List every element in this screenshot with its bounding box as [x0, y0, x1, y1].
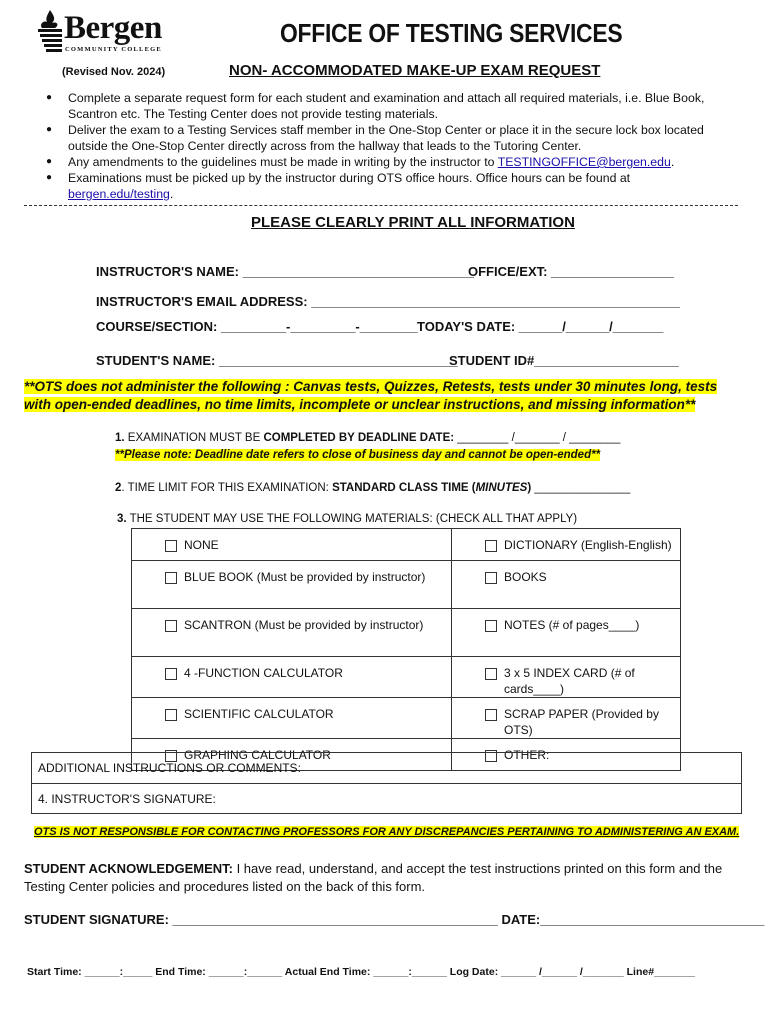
instructions-list: [30, 90, 730, 202]
table-row: [132, 698, 681, 739]
list-item: ● Examinations must be picked up by the instructor during OTS office hours. Office hours can be found at bergen.edu/testing.: [30, 170, 730, 202]
form-subtitle: NON- ACCOMMODATED MAKE-UP EXAM REQUEST: [229, 62, 601, 79]
student-acknowledgement: STUDENT ACKNOWLEDGEMENT: I have read, understand, and accept the test instructions printed on this form and the Testing Center policies and procedures listed on the back of this form.: [24, 861, 723, 894]
table-row: [132, 657, 681, 698]
comments-signature-boxes: [31, 752, 742, 814]
checkbox[interactable]: [485, 668, 497, 680]
instructor-name-field[interactable]: INSTRUCTOR'S NAME: ________________________________: [96, 264, 474, 279]
revised-date: (Revised Nov. 2024): [62, 66, 166, 78]
student-name-field[interactable]: STUDENT'S NAME: _________________________________: [96, 353, 458, 368]
student-id-field[interactable]: STUDENT ID#____________________: [449, 353, 679, 368]
student-signature-field[interactable]: STUDENT SIGNATURE: _____________________________________________ DATE:_______________________________: [24, 912, 765, 927]
list-item: ● Any amendments to the guidelines must be made in writing by the instructor to TESTINGOFFICE@bergen.edu.: [30, 154, 730, 170]
ots-exclusions-notice: **OTS does not administer the following : Canvas tests, Quizzes, Retests, tests under 30 minutes long, tests with open-ended deadlines, no time limits, incomplete or unclear instructions, and missing information**: [24, 379, 718, 412]
course-section-field[interactable]: COURSE/SECTION: _________-_________-________: [96, 319, 418, 334]
material-books[interactable]: BOOKS: [452, 561, 681, 609]
material-notes[interactable]: NOTES (# of pages____): [452, 609, 681, 657]
deadline-field[interactable]: 1. EXAMINATION MUST BE COMPLETED BY DEADLINE DATE: ________ /_______ / ________: [115, 432, 621, 444]
checkbox[interactable]: [485, 620, 497, 632]
logo-subtitle: COMMUNITY COLLEGE: [65, 46, 162, 53]
instructor-email-field[interactable]: INSTRUCTOR'S EMAIL ADDRESS: ___________________________________________________: [96, 294, 680, 309]
print-instruction-heading: PLEASE CLEARLY PRINT ALL INFORMATION: [251, 214, 575, 231]
material-index-card[interactable]: 3 x 5 INDEX CARD (# of cards____): [452, 657, 681, 698]
material-scantron[interactable]: SCANTRON (Must be provided by instructor): [132, 609, 452, 657]
responsibility-disclaimer: OTS IS NOT RESPONSIBLE FOR CONTACTING PROFESSORS FOR ANY DISCREPANCIES PERTAINING TO ADMINISTERING AN EXAM.: [34, 826, 740, 838]
checkbox[interactable]: [165, 668, 177, 680]
checkbox[interactable]: [165, 540, 177, 552]
instructor-signature-field[interactable]: 4. INSTRUCTOR'S SIGNATURE:: [31, 784, 742, 814]
material-other[interactable]: OTHER:: [452, 739, 681, 771]
table-row: [132, 529, 681, 561]
checkbox[interactable]: [485, 540, 497, 552]
office-ext-field[interactable]: OFFICE/EXT: _________________: [468, 264, 674, 279]
deadline-note: **Please note: Deadline date refers to close of business day and cannot be open-ended**: [115, 449, 601, 461]
testing-office-email-link[interactable]: TESTINGOFFICE@bergen.edu: [497, 155, 671, 169]
page-title: OFFICE OF TESTING SERVICES: [280, 18, 623, 48]
checkbox[interactable]: [485, 572, 497, 584]
list-item: ● Deliver the exam to a Testing Services staff member in the One-Stop Center or place it in the secure lock box located outside the One-Stop Center directly across from the hallway that leads to the Tutoring Center.: [30, 122, 730, 154]
office-use-log-line[interactable]: Start Time: ______:_____ End Time: ______:______ Actual End Time: ______:______ Log Date: ______ /______ /_______ Line#_______: [27, 966, 695, 978]
checkbox[interactable]: [165, 709, 177, 721]
logo-word: Bergen: [64, 10, 162, 46]
todays-date-field[interactable]: TODAY'S DATE: ______/______/_______: [417, 319, 664, 334]
materials-heading: 3. THE STUDENT MAY USE THE FOLLOWING MATERIALS: (CHECK ALL THAT APPLY): [117, 513, 578, 525]
material-scrap-paper[interactable]: SCRAP PAPER (Provided by OTS): [452, 698, 681, 739]
material-blue-book[interactable]: BLUE BOOK (Must be provided by instructor): [132, 561, 452, 609]
checkbox[interactable]: [165, 572, 177, 584]
bergen-logo: [38, 8, 163, 58]
material-dictionary[interactable]: DICTIONARY (English-English): [452, 529, 681, 561]
material-4-function-calculator[interactable]: 4 -FUNCTION CALCULATOR: [132, 657, 452, 698]
additional-comments-field[interactable]: ADDITIONAL INSTRUCTIONS OR COMMENTS:: [31, 752, 742, 784]
checkbox[interactable]: [485, 709, 497, 721]
time-limit-field[interactable]: 2. TIME LIMIT FOR THIS EXAMINATION: STANDARD CLASS TIME (MINUTES) _______________: [115, 482, 631, 494]
material-none[interactable]: NONE: [132, 529, 452, 561]
checkbox[interactable]: [165, 620, 177, 632]
dashed-divider: [24, 205, 738, 206]
testing-website-link[interactable]: bergen.edu/testing: [68, 187, 170, 201]
torch-icon: [38, 10, 66, 56]
material-scientific-calculator[interactable]: SCIENTIFIC CALCULATOR: [132, 698, 452, 739]
table-row: [132, 561, 681, 609]
material-graphing-calculator[interactable]: GRAPHING CALCULATOR: [132, 739, 452, 771]
table-row: [132, 609, 681, 657]
materials-table: [131, 528, 681, 771]
list-item: ● Complete a separate request form for each student and examination and attach all required materials, i.e. Blue Book, Scantron etc. The Testing Center does not provide testing materials.: [30, 90, 730, 122]
